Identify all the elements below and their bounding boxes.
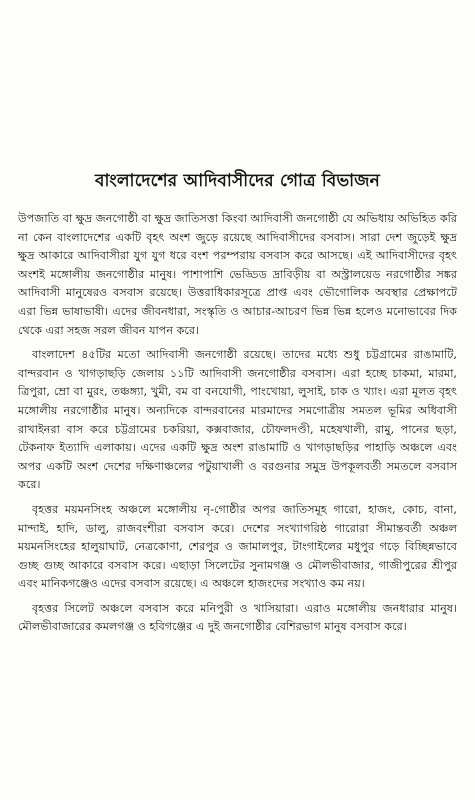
paragraph-4: বৃহত্তর সিলেট অঞ্চলে বসবাস করে মনিপুরী ও খাসিয়ারা। এরাও মঙ্গোলীয় জনধারার মানুষ। মৌলভীবাজারের কমলগঞ্জ ও হবিগঞ্জের এ দুই জনগোষ্ঠীর বেশিরভাগ মানুষ বসবাস করে। bbox=[18, 601, 457, 634]
paragraph-2: বাংলাদেশ ৪৫টির মতো আদিবাসী জনগোষ্ঠী রয়েছে। তাদের মধ্যে শুধু চট্টগ্রামের রাঙামাটি, বান্দরবান ও খাগড়াছড়ি জেলায় ১১টি আদিবাসী জনগোষ্ঠীর বসবাস। এরা হচ্ছে চাকমা, মারমা, ত্রিপুরা, ম্রো বা মুরং, তঞ্চঙ্গ্যা, খুমী, বম বা বনযোগী, পাংখোয়া, লুসাই, চাক ও খ্যাং। এরা মূলত বৃহৎ মঙ্গোলীয় নরগোষ্ঠীর মানুষ। অন্যদিকে বান্দরবানের মারমাদের সমগোত্রীয় সমতল ভূমির অধিবাসী রাখাইনরা বাস করে চট্টগ্রামের চকরিয়া, কক্সবাজার, চৌফলদণ্ডী, মহেষখালী, রামু, পানের ছড়া, টেকনাফ ইত্যাদি এলাকায়। এদের একটি ক্ষুদ্র অংশ রাঙামাটি ও খাগড়াছড়ির পাহাড়ি অঞ্চলে এবং অপর একটি অংশ দেশের দক্ষিণাঞ্চলের পটুয়াখালী ও বরগুনার সমুদ্র উপকূলবর্তী সমতলে বসবাস করে। bbox=[18, 348, 457, 492]
page-title: বাংলাদেশের আদিবাসীদের গোত্র বিভাজন bbox=[94, 171, 381, 191]
paragraph-3: বৃহত্তর ময়মনসিংহ অঞ্চলে মঙ্গোলীয় নৃ-গোষ্ঠীর অপর জাতিসমূহ গারো, হাজং, কোচ, বানা, মান্দাই, হাদি, ডালু, রাজবংশীরা বসবাস করে। দেশের সংখ্যাগরিষ্ঠ গারোরা সীমান্তবর্তী অঞ্চল ময়মনসিংহের হালুয়াঘাট, নেত্রকোণা, শেরপুর ও জামালপুর, টাংগাইলের মধুপুর গড়ে বিচ্ছিন্নভাবে গুচ্ছ গুচ্ছ আকারে বসবাস করে। এছাড়া সিলেটের সুনামগঞ্জ ও মৌলভীবাজার, গাজীপুরের শ্রীপুর এবং মানিকগঞ্জেও এদের বসবাস রয়েছে। এ অঞ্চলে হাজংদের সংখ্যাও কম নয়। bbox=[18, 502, 457, 591]
paragraph-1: উপজাতি বা ক্ষুদ্র জনগোষ্ঠী বা ক্ষুদ্র জাতিসত্তা কিংবা আদিবাসী জনগোষ্ঠী যে অভিধায় অভিহিত করি না কেন বাংলাদেশের একটি বৃহৎ অংশ জুড়ে রয়েছে আদিবাসীদের বসবাস। সারা দেশ জুড়েই ক্ষুদ্র ক্ষুদ্র আকারে আদিবাসীরা যুগ যুগ ধরে বংশ পরম্পরায় বসবাস করে আসছে। এই আদিবাসীদের বৃহৎ অংশই মঙ্গোলীয় জনগোষ্ঠীর মানুষ। পাশাপাশি ভেড্ডিড দ্রাবিড়ীয় বা অস্ট্রালয়েড নরগোষ্ঠীর সঙ্কর আদিবাসী মানুষেরও বসবাস রয়েছে। উত্তরাধিকারসূত্রে প্রাপ্ত এবং ভৌগোলিক অবস্থার প্রেক্ষাপটে এরা ভিন্ন ভাষাভাষী। এদের জীবনধারা, সংস্কৃতি ও আচার-আচরণ ভিন্ন ভিন্ন হলেও মনোভাবের দিক থেকে এরা সহজ সরল জীবন যাপন করে। bbox=[18, 212, 457, 337]
